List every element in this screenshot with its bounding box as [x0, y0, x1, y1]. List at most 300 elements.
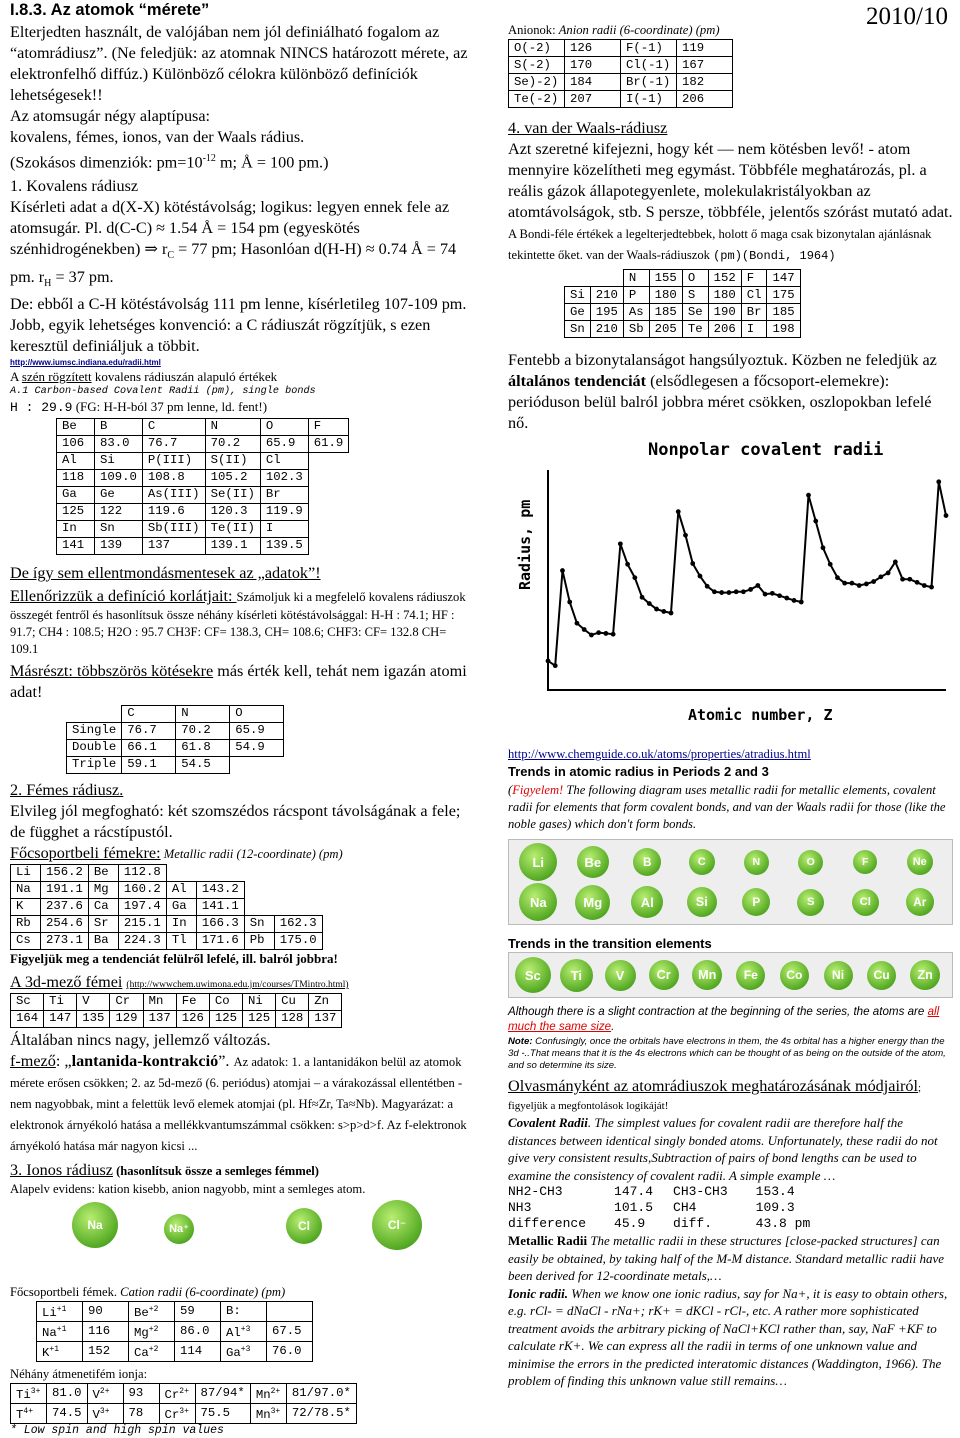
table-cell: Br [260, 486, 308, 503]
table-cell: Sc [11, 993, 44, 1010]
table-cell: C [142, 418, 205, 435]
table-cell: 147 [767, 270, 800, 287]
table-cell: Cr [110, 993, 143, 1010]
table-cell: 93 [123, 1384, 159, 1404]
contradiction-note: De így sem ellentmondásmentesek az „adatok”! [10, 563, 321, 582]
tm-ions-table [10, 1383, 357, 1424]
hydrogen-line: H : 29.9 (FG: H-H-ból 37 pm lenne, ld. fent!) [10, 398, 268, 415]
page-title: I.8.3. Az atomok “mérete” [10, 1, 210, 19]
table-cell: 86.0 [175, 1321, 221, 1341]
table-cell: $Ti^{3+}$ [11, 1384, 47, 1404]
table-cell: 156.2 [41, 864, 89, 881]
table-cell: I [260, 520, 308, 537]
table-cell: Co [209, 993, 242, 1010]
table-cell: Sr [88, 915, 118, 932]
period-3-row [511, 882, 950, 922]
chart-point [813, 519, 818, 524]
table-cell: I [741, 321, 767, 338]
ion-size-figure [10, 1198, 470, 1280]
table-cell: 160.2 [118, 881, 166, 898]
table-cell: As [623, 304, 649, 321]
table-cell [565, 270, 591, 287]
table-cell: 197.4 [118, 898, 166, 915]
table-cell: 210 [590, 287, 623, 304]
table-cell: $V^{2+}$ [87, 1384, 123, 1404]
chart-point [915, 580, 920, 585]
table-cell: N [623, 270, 649, 287]
trends-title: Trends in atomic radius in Periods 2 and 3 [508, 764, 769, 779]
metallic-text: Elvileg jól megfogható: két szomszédos rácspont távolságának a fele; de függhet a rácstípustól. [10, 801, 461, 841]
table-cell: B [95, 418, 143, 435]
table-cell: CH4 [673, 1200, 697, 1215]
table-cell: N [176, 705, 230, 722]
table-cell: 76.7 [142, 435, 205, 452]
table-row [37, 1301, 313, 1321]
table-cell: 185 [649, 304, 682, 321]
chart-point [900, 577, 905, 582]
table-row [565, 287, 801, 304]
carbon-fixed-note: A szén rögzített kovalens rádiuszán alapuló értékek [10, 368, 278, 384]
covalent-text: Kísérleti adat a d(X-X) kötéstávolság; logikus: legyen ennek fele az atomsugár. Pl. d(C-C) ≈ 1.54 Å = 154 pm (egyeskötés szénhidrogénekben) ⇒ $r_C = 77$ pm; Hasonlóan d(H-H) ≈ 0.74 Å = 74 pm. $r_H = 37$ pm. [10, 198, 457, 289]
table-cell [308, 486, 349, 503]
table-cell: Ni [242, 993, 275, 1010]
table-row [57, 435, 349, 452]
table-cell: O(-2) [509, 40, 565, 57]
table-cell: 167 [677, 57, 733, 74]
chart-point [632, 575, 637, 580]
chart-point [806, 493, 811, 498]
table-cell [274, 881, 322, 898]
cl-ion-ball: Cl⁻ [372, 1200, 422, 1250]
table-cell: 206 [708, 321, 741, 338]
element-ball-v: V [605, 960, 636, 991]
chart-point [864, 582, 869, 587]
table-cell: $Mn^{3+}$ [250, 1404, 286, 1424]
table-cell: 207 [565, 91, 621, 108]
d3-metals-table [10, 993, 342, 1028]
table-cell: 109.0 [95, 469, 143, 486]
vdw-text: Azt szeretné kifejezni, hogy két — nem kötésben levő! - atom mennyire közelítheti meg egymást. Többféle meghatározás, pl. a reális gázok állapotegyenlete, molekulakristályokban az atomtávolságok, stb. S persze, többféle, jelentős szórást mutató adat. A Bondi-féle értékek a legelterjedtebbek, holott ő maga csak bizonytalan ajánlásnak tekintette őket. van der Waals-rádiuszok (pm)(Bondi, 1964) [508, 140, 953, 263]
table-row [67, 705, 284, 722]
table-cell: 87/94* [195, 1384, 250, 1404]
chart-point [770, 591, 775, 596]
period-2-row [511, 842, 950, 882]
chart-point [567, 600, 572, 605]
table-cell: difference [508, 1216, 587, 1231]
right-column [508, 22, 953, 1390]
table-cell: 141.1 [196, 898, 244, 915]
table-cell: 67.5 [267, 1321, 313, 1341]
table-cell: N [205, 418, 260, 435]
table-row [509, 57, 733, 74]
bond-example-table [508, 1184, 830, 1232]
table-cell: Sn [565, 321, 591, 338]
table-cell: NH2-CH3 [508, 1184, 563, 1199]
table-cell: 273.1 [41, 932, 89, 949]
chart-point [777, 593, 782, 598]
element-ball-n: N [744, 850, 769, 875]
element-ball-ar: Ar [906, 888, 934, 916]
table-cell: In [166, 915, 196, 932]
table-cell: 153.4 [755, 1184, 795, 1199]
table-row [508, 1216, 830, 1232]
chart-point [546, 659, 551, 664]
table-cell: 65.9 [260, 435, 308, 452]
table-cell: 83.0 [95, 435, 143, 452]
table-cell: $Li^{+1}$ [37, 1301, 83, 1321]
element-ball-li: Li [519, 843, 557, 881]
table-cell: Cl [260, 452, 308, 469]
element-ball-mn: Mn [692, 960, 722, 990]
table-cell: 90 [83, 1301, 129, 1321]
chart-point [669, 611, 674, 616]
table-cell: NH3 [508, 1200, 532, 1215]
table-cell: Mn [143, 993, 176, 1010]
table-cell: 191.1 [41, 881, 89, 898]
spin-note: * Low spin and high spin values [10, 1424, 224, 1438]
table-cell: Se [682, 304, 708, 321]
na-atom-ball: Na [72, 1202, 118, 1248]
table-cell: 180 [708, 287, 741, 304]
table-cell: 70.2 [176, 722, 230, 739]
table-row [57, 520, 349, 537]
chart-point [842, 581, 847, 586]
table-cell: $Ca^{+2}$ [129, 1342, 175, 1362]
table-cell: 210 [590, 321, 623, 338]
table-cell: Triple [67, 756, 122, 773]
table-cell: F [308, 418, 349, 435]
table-row [509, 91, 733, 108]
table-row [67, 739, 284, 756]
chart-point [857, 583, 862, 588]
table-row [11, 1010, 342, 1027]
table-cell: 205 [649, 321, 682, 338]
table-cell: diff. [673, 1216, 713, 1231]
chart-point [640, 595, 645, 600]
element-ball-al: Al [631, 886, 663, 918]
table-cell: 143.2 [196, 881, 244, 898]
element-ball-cu: Cu [867, 961, 896, 990]
table-cell: $Na^{+1}$ [37, 1321, 83, 1341]
chart-point [878, 574, 883, 579]
table-cell: Ti [44, 993, 77, 1010]
table-cell: 118 [57, 469, 95, 486]
table-cell [308, 537, 349, 554]
table-row [37, 1342, 313, 1362]
table-cell [196, 864, 244, 881]
table-cell: Sb [623, 321, 649, 338]
chart-point [676, 509, 681, 514]
element-ball-c: C [689, 849, 715, 875]
table-row [565, 304, 801, 321]
na-ion-ball: Na⁺ [164, 1214, 194, 1244]
table-row [11, 1404, 357, 1424]
element-ball-f: F [853, 850, 877, 874]
covalent-text-2: De: ebből a C-H kötéstávolság 111 pm lenne, kísérletileg 107-109 pm. Jobb, egyik lehetséges konvenció: a C rádiuszát rögzítjük, s ezen keresztül definiáljuk a többit. [10, 294, 467, 355]
table-cell: Br(-1) [621, 74, 677, 91]
table-cell: 147.4 [614, 1184, 654, 1199]
table-cell [274, 864, 322, 881]
f-block-title: f-mező: „lantanida-kontrakció”. Az adatok: 1. a lantanidákon belül az atomok mérete erősen csökken; 2. az 5d-mező (6. periódus) atomjai – a várakozással ellentétben - nem nagyobbak, mint a felettük levő elemek atomjai (pl. Hf≈Zr, Ta≈Nb). Magyarázat: a elektronok árnyékoló hatása a mellékkvantumszámmal csökken: s>p>d>f. Az f-elektronok árnyékoló hatása már nagyon kicsi ... [10, 1051, 467, 1153]
table-cell: Al [57, 452, 95, 469]
covalent-radii-text: Covalent Radii. The simplest values for covalent radii are therefore half the distances between identical singly bonded atoms. Unfortunately, these radii do not give very consistent results,Subtraction of pairs of bond lengths can be used to examine the consistency of covalent radii. A simple example … [508, 1115, 938, 1183]
chart-point [560, 568, 565, 573]
table-cell: O [260, 418, 308, 435]
multiple-bond-note: Másrészt: többszörös kötésekre más érték kell, tehát nem igazán atomi adat! [10, 661, 467, 701]
table-row [11, 881, 323, 898]
table-cell: 128 [276, 1010, 309, 1027]
table-cell: Ge [95, 486, 143, 503]
table-cell: Ca [88, 898, 118, 915]
chart-point [727, 590, 732, 595]
table-row [509, 74, 733, 91]
table-cell: 112.8 [118, 864, 166, 881]
table-cell: Ba [88, 932, 118, 949]
table-cell: 198 [767, 321, 800, 338]
table-cell: 171.6 [196, 932, 244, 949]
table-cell: Sn [244, 915, 274, 932]
chart-point [799, 600, 804, 605]
table-cell: 166.3 [196, 915, 244, 932]
table-cell: 122 [95, 503, 143, 520]
chart-point [748, 587, 753, 592]
table-cell: Single [67, 722, 122, 739]
dimension-note: (Szokásos dimenziók: $pm=10^{-12}$ m; Å = 100 pm.) [10, 153, 329, 172]
method-note: Olvasmányként az atomrádiuszok meghatározásának módjairól; figyeljük a megfontolások logikáját! [508, 1077, 921, 1112]
table-cell [308, 469, 349, 486]
table-cell: In [57, 520, 95, 537]
table-cell: 105.2 [205, 469, 260, 486]
table-cell: $Mg^{+2}$ [129, 1321, 175, 1341]
chart-point [792, 598, 797, 603]
table-cell: P [623, 287, 649, 304]
table-cell: 175 [767, 287, 800, 304]
table-cell: 116 [83, 1321, 129, 1341]
chart-point [618, 541, 623, 546]
table-row [67, 756, 284, 773]
metallic-radii-text: Metallic Radii The metallic radii in these structures [close-packed structures] can easily be obtained, by taking half of the M-M distance. Standard metallic radii have been derived for 12-coordinate metals,… [508, 1233, 945, 1283]
transition-row [511, 955, 950, 995]
chart-point [596, 630, 601, 635]
chart-point [784, 596, 789, 601]
table-cell: $Ga^{+3}$ [221, 1342, 267, 1362]
chart-point [936, 479, 941, 484]
table-cell: 43.8 pm [755, 1216, 811, 1231]
chart-point [712, 589, 717, 594]
table-row [11, 864, 323, 881]
chart-point [661, 609, 666, 614]
table-row [57, 452, 349, 469]
element-ball-o: O [798, 850, 823, 875]
table-cell: 170 [565, 57, 621, 74]
table-cell: 72/78.5* [286, 1404, 356, 1424]
table-row [57, 418, 349, 435]
table-cell: Te(II) [205, 520, 260, 537]
table-cell: Te [682, 321, 708, 338]
table-cell: 108.8 [142, 469, 205, 486]
table-cell: P(III) [142, 452, 205, 469]
table-cell: 139.5 [260, 537, 308, 554]
table-cell: 129 [110, 1010, 143, 1027]
element-ball-ti: Ti [560, 959, 593, 992]
figyelem-note: (Figyelem! The following diagram uses metallic radii for metallic elements, covalent radii for elements that form covalent bonds, and van der Waals radii for those (like the noble gases) which don't form bonds. [508, 783, 946, 831]
table-cell: Zn [309, 993, 342, 1010]
table-cell: Cl [741, 287, 767, 304]
table-cell: Sn [95, 520, 143, 537]
table-cell: 75.5 [195, 1404, 250, 1424]
element-ball-be: Be [577, 846, 609, 878]
chart-ylabel: Radius, pm [516, 499, 534, 590]
table-cell: Li [11, 864, 41, 881]
metallic-radii-table [10, 864, 323, 950]
table-cell: 126 [176, 1010, 209, 1027]
periods-figure [508, 839, 953, 925]
table-row [57, 503, 349, 520]
orbital-note: Note: Confusingly, once the orbitals have electrons in them, the 4s orbital has a higher energy than the 3d -..That means that it is the 4s electrons which can be thought of as being on the outside of the atom, and so determine its size. [508, 1036, 946, 1071]
table-cell: 164 [11, 1010, 44, 1027]
table-cell: 119 [677, 40, 733, 57]
table-row [11, 898, 323, 915]
chart-point [871, 579, 876, 584]
table-cell: 81/97.0* [286, 1384, 356, 1404]
element-ball-p: P [742, 888, 770, 916]
chart-point [741, 589, 746, 594]
table-cell [244, 881, 274, 898]
table-cell: As(III) [142, 486, 205, 503]
table-cell: $Cr^{2+}$ [159, 1384, 195, 1404]
table-cell [590, 270, 623, 287]
table-cell: 147 [44, 1010, 77, 1027]
table-row [57, 486, 349, 503]
covalent-radii-table [56, 418, 349, 555]
metallic-title: 2. Fémes rádiusz. [10, 780, 124, 799]
table-cell: 119.9 [260, 503, 308, 520]
table-cell [166, 864, 196, 881]
trend-text: Fentebb a bizonytalanságot hangsúlyoztuk. Közben ne feledjük az általános tendenciát (elsődlegesen a főcsoport-elemekre): perióduson belül balról jobbra méret csökken, oszlopokban lefelé nő. [508, 351, 937, 432]
table-cell: 114 [175, 1342, 221, 1362]
table-cell: Na [11, 881, 41, 898]
table-cell [308, 520, 349, 537]
table-cell: F [741, 270, 767, 287]
table-cell: 254.6 [41, 915, 89, 932]
table-row [11, 1384, 357, 1404]
table-cell: 152 [83, 1342, 129, 1362]
transition-title: Trends in the transition elements [508, 936, 712, 951]
table-cell: Rb [11, 915, 41, 932]
chart-point [611, 632, 616, 637]
element-ball-s: S [797, 889, 824, 916]
table-cell: 139.1 [205, 537, 260, 554]
chart-point [603, 631, 608, 636]
intro-types-list: kovalens, fémes, ionos, van der Waals rádius. [10, 128, 305, 146]
element-ball-zn: Zn [910, 960, 940, 990]
table-cell: Fe [176, 993, 209, 1010]
table-cell: O [230, 705, 284, 722]
table-cell: Sb(III) [142, 520, 205, 537]
table-cell: Pb [244, 932, 274, 949]
table-cell: Al [166, 881, 196, 898]
table-row [508, 1184, 830, 1200]
transition-figure [508, 952, 953, 998]
table-cell: Se(II) [205, 486, 260, 503]
chart-point [893, 560, 898, 565]
table-cell: 59 [175, 1301, 221, 1321]
element-ball-co: Co [780, 961, 809, 990]
table-cell: $K^{+1}$ [37, 1342, 83, 1362]
element-ball-ne: Ne [907, 849, 933, 875]
table-cell: 137 [143, 1010, 176, 1027]
chemguide-link[interactable]: http://www.chemguide.co.uk/atoms/properties/atradius.html [508, 747, 811, 761]
table-cell: 76.0 [267, 1342, 313, 1362]
d3-note: Általában nincs nagy, jellemző változás. [10, 1030, 271, 1049]
table-cell [244, 898, 274, 915]
chart-point [922, 583, 927, 588]
chart-point [886, 571, 891, 576]
chart-point [835, 575, 840, 580]
chart-point [907, 577, 912, 582]
table-cell: Tl [166, 932, 196, 949]
table-cell: 215.1 [118, 915, 166, 932]
table-cell: 195 [590, 304, 623, 321]
table-cell: 190 [708, 304, 741, 321]
table-cell: Mg [88, 881, 118, 898]
table-cell: 152 [708, 270, 741, 287]
chart-point [719, 590, 724, 595]
table-cell: $Mn^{2+}$ [250, 1384, 286, 1404]
table-cell: 135 [77, 1010, 110, 1027]
table-cell: 102.3 [260, 469, 308, 486]
iumsc-link[interactable]: http://www.iumsc.indiana.edu/radii.html [10, 357, 161, 367]
table-cell [67, 705, 122, 722]
anion-caption: Anionok: Anion radii (6-coordinate) (pm) [508, 23, 720, 37]
element-ball-mg: Mg [575, 885, 610, 920]
chart-point [575, 621, 580, 626]
table-cell: $Al^{+3}$ [221, 1321, 267, 1341]
chart-point [821, 545, 826, 550]
table-cell: 76.7 [122, 722, 176, 739]
table-cell: Ge [565, 304, 591, 321]
chart-plot [508, 462, 953, 722]
table-cell: $Be^{+2}$ [129, 1301, 175, 1321]
cation-radii-table [36, 1301, 313, 1362]
tm-ions-title: Néhány átmenetifém ionja: [10, 1367, 148, 1382]
table-cell: 141 [57, 537, 95, 554]
chart-point [589, 633, 594, 638]
table-cell: S(II) [205, 452, 260, 469]
table-cell: 109.3 [755, 1200, 795, 1215]
bond-order-table [66, 705, 284, 774]
table-cell: S [682, 287, 708, 304]
table-cell: Br [741, 304, 767, 321]
table-cell: 78 [123, 1404, 159, 1424]
ionic-text: Alapelv evidens: kation kisebb, anion nagyobb, mint a semleges atom. [10, 1181, 366, 1196]
table-cell: Si [95, 452, 143, 469]
table-cell: 126 [565, 40, 621, 57]
chart-point [698, 574, 703, 579]
table-cell: Be [57, 418, 95, 435]
chart-point [734, 589, 739, 594]
table-cell: Cs [11, 932, 41, 949]
chart-point [944, 513, 949, 518]
table-cell: Se)-2) [509, 74, 565, 91]
table-cell: Ga [166, 898, 196, 915]
chart-point [850, 581, 855, 586]
chart-point [755, 583, 760, 588]
chart-point [647, 601, 652, 606]
table-row [509, 40, 733, 57]
table-cell: 74.5 [47, 1404, 88, 1424]
table-cell [244, 864, 274, 881]
